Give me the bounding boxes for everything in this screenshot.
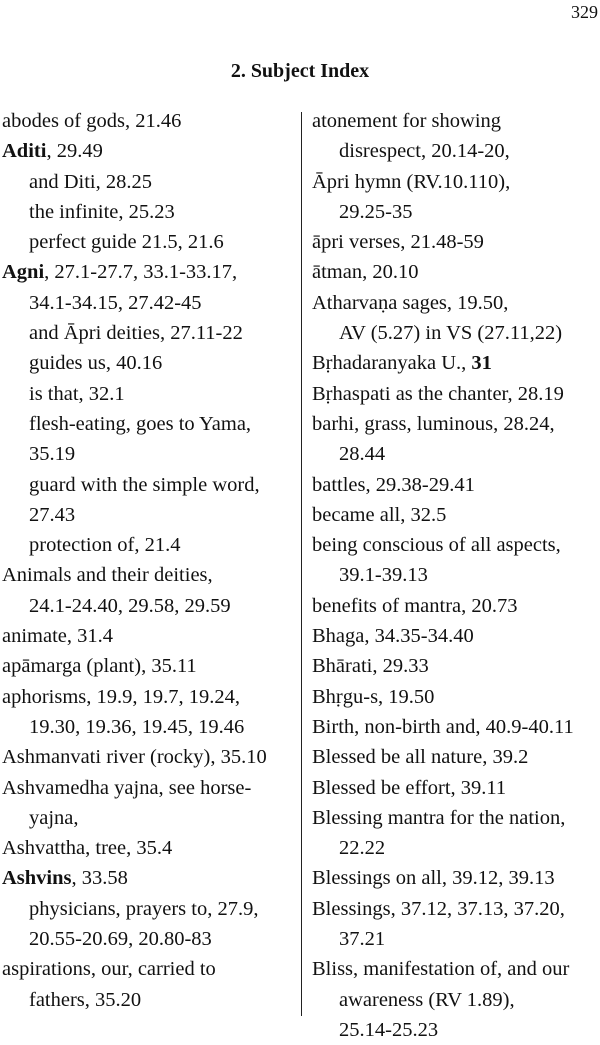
index-entry: [2, 894, 294, 924]
index-entry-text: , 29.49: [46, 140, 103, 163]
page-title: 2. Subject Index: [230, 60, 370, 82]
index-column-right: [312, 106, 600, 1045]
index-entry-text: 39.1-39.13: [339, 564, 428, 587]
index-entry: [312, 682, 600, 712]
index-entry-text: Blessed be all nature, 39.2: [312, 746, 529, 769]
index-entry: [2, 500, 294, 530]
index-entry: [2, 348, 294, 378]
index-entry: [312, 1015, 600, 1045]
index-entry-text: āpri verses, 21.48-59: [312, 231, 484, 254]
index-entry: [2, 742, 294, 772]
index-entry: [2, 288, 294, 318]
index-entry-text: benefits of mantra, 20.73: [312, 594, 518, 617]
index-entry-text: 25.14-25.23: [339, 1018, 439, 1041]
index-entry-text: AV (5.27) in VS (27.11,22): [339, 322, 563, 345]
index-entry-text: battles, 29.38-29.41: [312, 473, 475, 496]
index-entry: [2, 773, 294, 803]
index-entry-text: is that, 32.1: [29, 382, 125, 405]
index-entry: [312, 167, 600, 197]
index-entry: [312, 651, 600, 681]
index-entry: [2, 167, 294, 197]
index-entry: [312, 924, 600, 954]
index-entry-text: , 27.1-27.7, 33.1-33.17,: [44, 261, 238, 284]
index-entry-text: and Diti, 28.25: [29, 170, 152, 193]
index-entry: [2, 863, 294, 893]
index-entry: [312, 894, 600, 924]
index-entry-text: Bṛhadaranyaka U.,: [312, 352, 472, 375]
index-entry: [312, 954, 600, 984]
index-entry: [2, 682, 294, 712]
index-entry-text: Ashvattha, tree, 35.4: [2, 837, 173, 860]
index-entry: [312, 439, 600, 469]
index-entry-text: 24.1-24.40, 29.58, 29.59: [29, 594, 231, 617]
index-entry-text: Bliss, manifestation of, and our: [312, 958, 570, 981]
index-entry-text: Blessings on all, 39.12, 39.13: [312, 867, 555, 890]
index-entry-text: yajna,: [29, 806, 79, 829]
index-entry-text: 22.22: [339, 837, 386, 860]
index-column-left: [2, 106, 294, 1015]
index-entry-text: apāmarga (plant), 35.11: [2, 655, 197, 678]
index-entry-text: the infinite, 25.23: [29, 200, 175, 223]
index-entry-text: Bhārati, 29.33: [312, 655, 429, 678]
index-entry: [312, 379, 600, 409]
index-entry-text: abodes of gods, 21.46: [2, 110, 182, 132]
index-entry-text: Ashvamedha yajna, see horse-: [2, 776, 252, 799]
index-headword: Agni: [2, 261, 45, 284]
index-entry-text: Bṛhaspati as the chanter, 28.19: [312, 382, 564, 405]
index-entry: [2, 833, 294, 863]
index-entry: [2, 439, 294, 469]
index-entry: [2, 591, 294, 621]
index-page-ref-bold: 31: [471, 352, 492, 375]
index-entry-text: 27.43: [29, 503, 76, 526]
index-entry: [312, 318, 600, 348]
index-entry: [2, 560, 294, 590]
index-entry-text: Birth, non-birth and, 40.9-40.11: [312, 715, 574, 738]
index-entry-text: became all, 32.5: [312, 503, 447, 526]
index-entry: [312, 227, 600, 257]
index-entry: [312, 742, 600, 772]
index-entry-text: flesh-eating, goes to Yama,: [29, 412, 252, 435]
index-entry-text: , 33.58: [71, 867, 128, 890]
index-entry-text: 28.44: [339, 443, 386, 466]
index-entry-text: Ashmanvati river (rocky), 35.10: [2, 746, 267, 769]
index-entry-text: 20.55-20.69, 20.80-83: [29, 928, 212, 951]
index-entry: [312, 530, 600, 560]
index-entry: [312, 136, 600, 166]
index-entry: [312, 560, 600, 590]
index-entry: [312, 591, 600, 621]
index-entry-text: and Āpri deities, 27.11-22: [29, 322, 243, 345]
index-entry-text: protection of, 21.4: [29, 534, 181, 557]
index-entry: [312, 863, 600, 893]
index-entry-text: Blessed be effort, 39.11: [312, 776, 507, 799]
index-entry-text: 29.25-35: [339, 200, 413, 223]
index-entry: [2, 409, 294, 439]
index-entry-text: disrespect, 20.14-20,: [339, 140, 510, 163]
index-entry: [2, 227, 294, 257]
index-entry: [2, 106, 294, 136]
index-entry-text: Atharvaṇa sages, 19.50,: [312, 291, 509, 314]
index-entry: [2, 803, 294, 833]
index-entry-text: Bhaga, 34.35-34.40: [312, 625, 474, 648]
index-entry-text: Āpri hymn (RV.10.110),: [312, 170, 511, 193]
index-entry: [312, 833, 600, 863]
index-entry-text: animate, 31.4: [2, 625, 114, 648]
index-entry-text: Blessings, 37.12, 37.13, 37.20,: [312, 897, 565, 920]
index-entry-text: physicians, prayers to, 27.9,: [29, 897, 259, 920]
index-entry-text: guides us, 40.16: [29, 352, 163, 375]
index-entry: [312, 712, 600, 742]
index-entry: [312, 348, 600, 378]
index-entry: [2, 651, 294, 681]
index-entry: [312, 773, 600, 803]
index-entry-text: 34.1-34.15, 27.42-45: [29, 291, 202, 314]
index-entry-text: aspirations, our, carried to: [2, 958, 216, 981]
index-entry-text: fathers, 35.20: [29, 988, 142, 1011]
index-entry: [312, 803, 600, 833]
index-entry-text: Bhṛgu-s, 19.50: [312, 685, 435, 708]
index-entry-text: guard with the simple word,: [29, 473, 260, 496]
index-entry: [2, 924, 294, 954]
index-entry: [2, 470, 294, 500]
index-entry: [312, 257, 600, 287]
index-entry: [312, 288, 600, 318]
index-entry: [2, 530, 294, 560]
index-entry-text: ātman, 20.10: [312, 261, 419, 284]
index-entry: [2, 136, 294, 166]
index-entry: [312, 985, 600, 1015]
index-entry-text: 19.30, 19.36, 19.45, 19.46: [29, 715, 245, 738]
index-entry: [312, 409, 600, 439]
index-entry-text: Blessing mantra for the nation,: [312, 806, 566, 829]
index-entry: [2, 257, 294, 287]
index-entry: [312, 470, 600, 500]
index-entry: [312, 106, 600, 136]
index-entry: [2, 379, 294, 409]
page-number: 329: [571, 2, 598, 22]
index-entry: [2, 621, 294, 651]
index-entry-text: 37.21: [339, 928, 386, 951]
index-entry: [2, 954, 294, 984]
index-entry-text: perfect guide 21.5, 21.6: [29, 231, 224, 254]
index-entry-text: being conscious of all aspects,: [312, 534, 561, 557]
index-entry-text: barhi, grass, luminous, 28.24,: [312, 412, 555, 435]
column-divider: [301, 112, 302, 1016]
index-headword: Ashvins: [2, 867, 72, 890]
index-entry: [2, 985, 294, 1015]
index-entry-text: 35.19: [29, 443, 76, 466]
index-entry: [312, 621, 600, 651]
index-headword: Aditi: [2, 140, 47, 163]
index-entry: [2, 197, 294, 227]
index-entry: [312, 197, 600, 227]
index-entry-text: awareness (RV 1.89),: [339, 988, 515, 1011]
index-entry-text: atonement for showing: [312, 110, 502, 132]
index-entry: [2, 318, 294, 348]
index-entry-text: aphorisms, 19.9, 19.7, 19.24,: [2, 685, 241, 708]
index-entry: [2, 712, 294, 742]
index-entry-text: Animals and their deities,: [2, 564, 213, 587]
index-entry: [312, 500, 600, 530]
